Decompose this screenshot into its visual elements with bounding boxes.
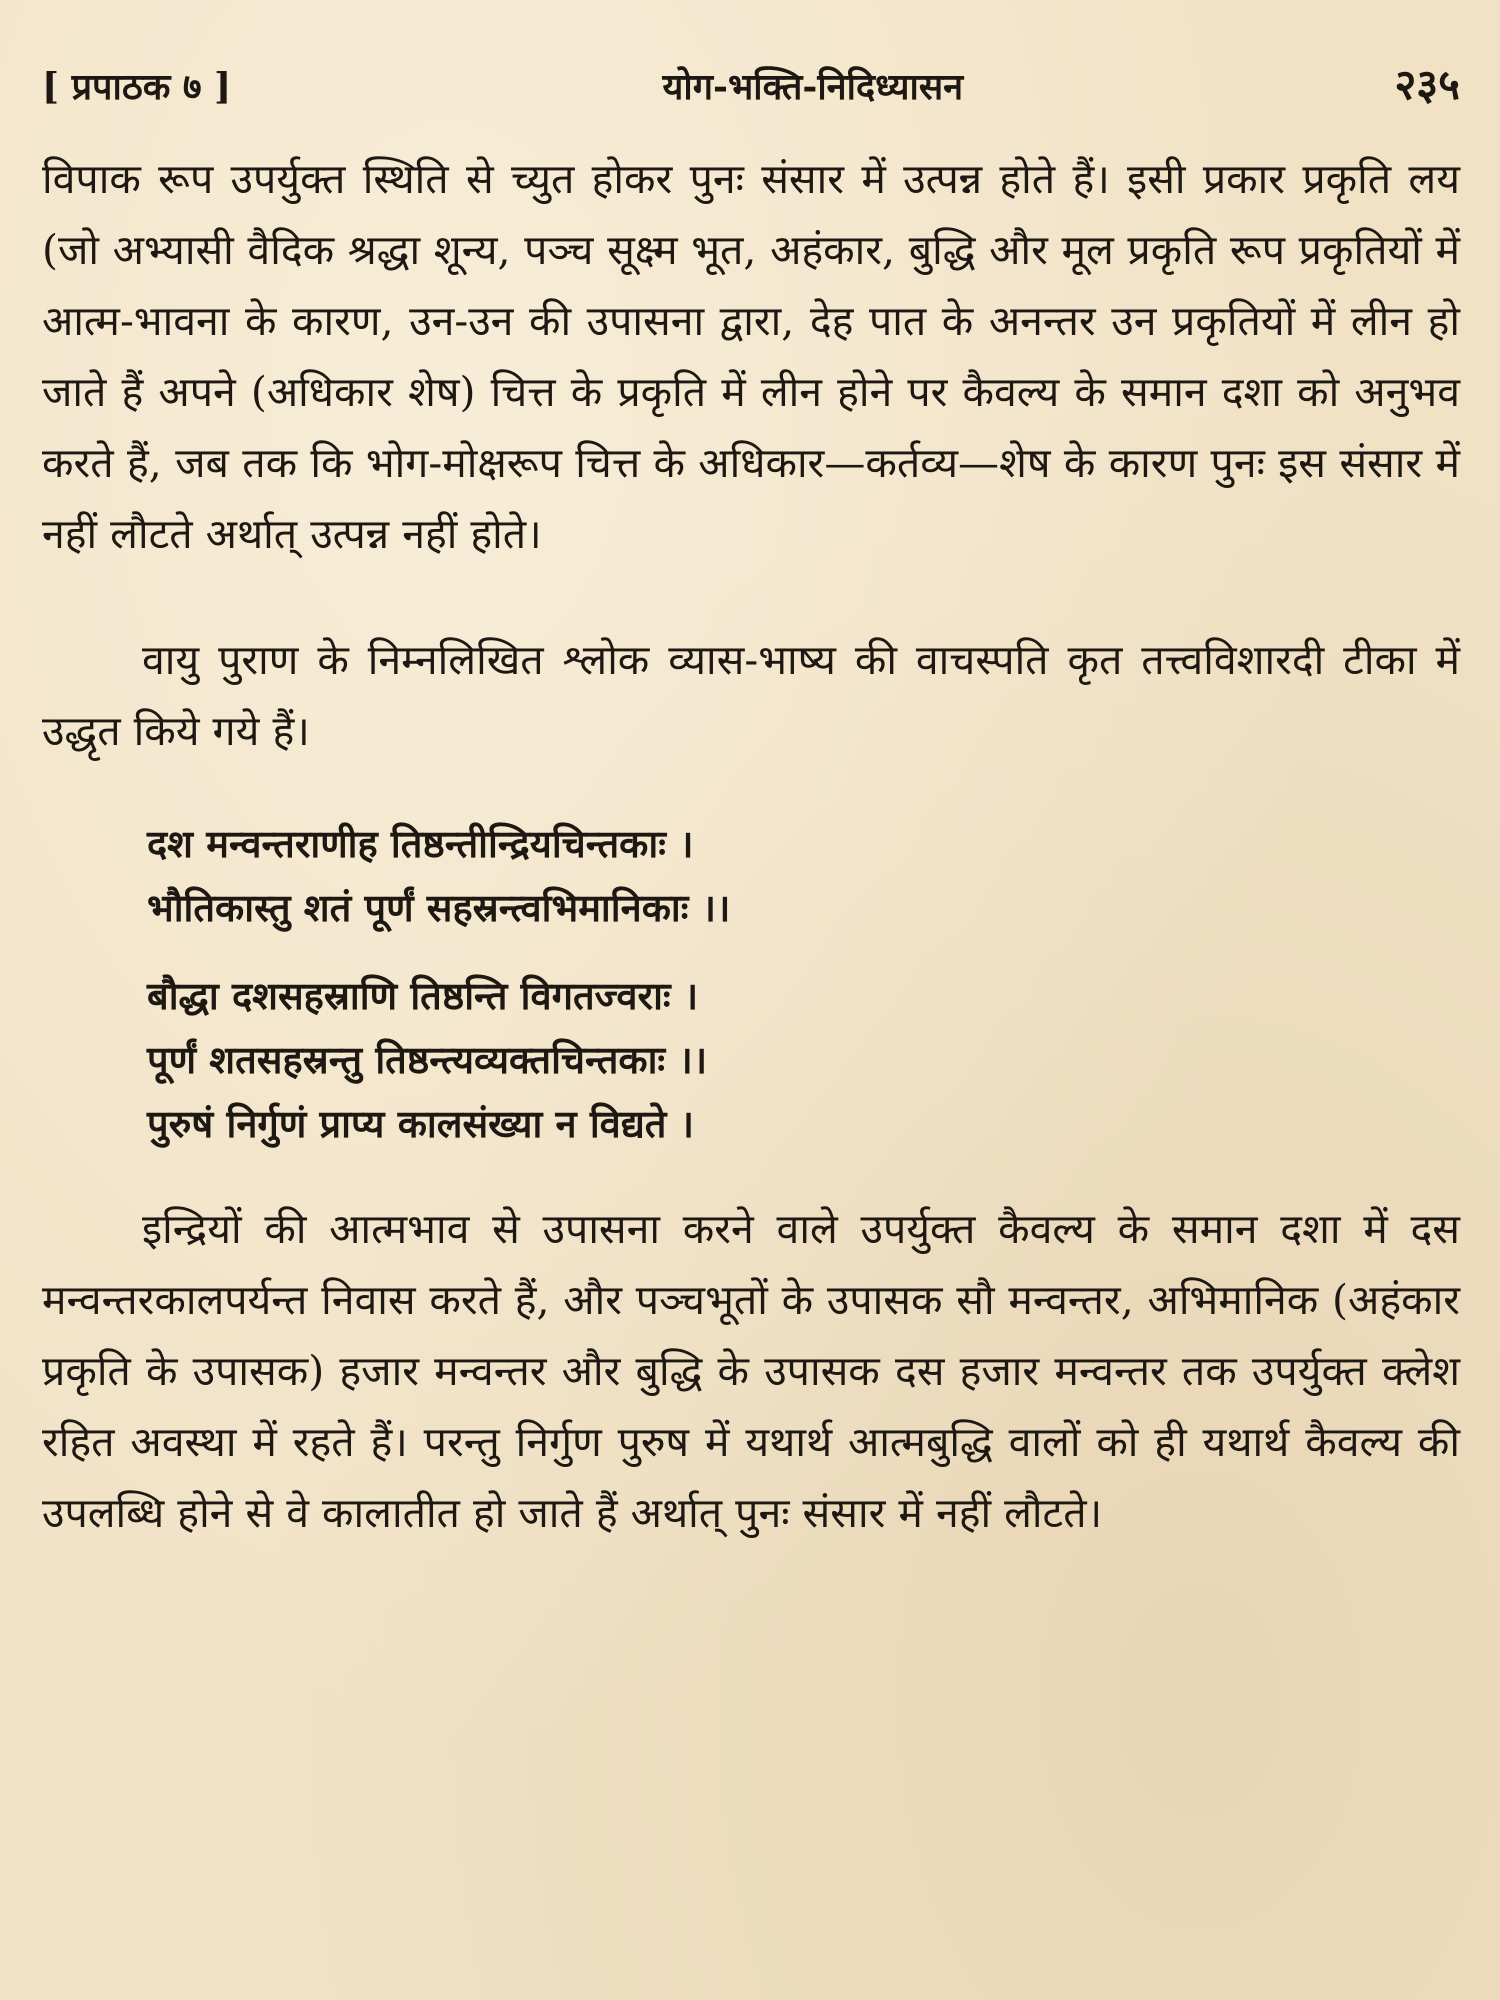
page-title: योग-भक्ति-निदिध्यासन [662,66,964,108]
verse-line-1: दश मन्वन्तराणीह तिष्ठन्तीन्द्रियचिन्तकाः । [147,821,694,866]
chapter-label: [ प्रपाठक ७ ] [42,66,232,108]
body-paragraph-1: विपाक रूप उपर्युक्त स्थिति से च्युत होकर पुनः संसार में उत्पन्न होते हैं। इसी प्रकार प्रकृति लय (जो अभ्यासी वैदिक श्रद्धा शून्य, पञ्च सूक्ष्म भूत, अहंकार, बुद्धि और मूल प्रकृति रूप प्रकृतियों में आत्म-भावना के कारण, उन-उन की उपासना द्वारा, देह पात के अनन्तर उन प्रकृतियों में लीन हो जाते हैं अपने (अधिकार शेष) चित्त के प्रकृति में लीन होने पर कैवल्य के समान दशा को अनुभव करते हैं, जब तक कि भोग-मोक्षरूप चित्त के अधिकार—कर्तव्य—शेष के कारण पुनः इस संसार में नहीं लौटते अर्थात् उत्पन्न नहीं होते। [42,155,1460,558]
body-paragraph-2: वायु पुराण के निम्नलिखित श्लोक व्यास-भाष्य की वाचस्पति कृत तत्त्वविशारदी टीका में उद्धृत किये गये हैं। [42,636,1460,755]
verse-line-5: पुरुषं निर्गुणं प्राप्य कालसंख्या न विद्यते । [147,1101,695,1146]
sanskrit-verse-block [42,812,1460,1156]
verse-couplet-1 [147,812,1460,940]
verse-line-2: भौतिकास्तु शतं पूर्णं सहस्रन्त्वभिमानिकाः ।। [147,885,731,930]
page-number: २३५ [1394,60,1460,109]
verse-line-3: बौद्धा दशसहस्राणि तिष्ठन्ति विगतज्वराः । [147,973,699,1018]
verse-line-4: पूर्णं शतसहस्रन्तु तिष्ठन्त्यव्यक्तचिन्तकाः ।। [147,1037,708,1082]
verse-couplet-2 [147,964,1460,1156]
running-header [42,48,1460,122]
body-paragraph-3: इन्द्रियों की आत्मभाव से उपासना करने वाले उपर्युक्त कैवल्य के समान दशा में दस मन्वन्तरकालपर्यन्त निवास करते हैं, और पञ्चभूतों के उपासक सौ मन्वन्तर, अभिमानिक (अहंकार प्रकृति के उपासक) हजार मन्वन्तर और बुद्धि के उपासक दस हजार मन्वन्तर तक उपर्युक्त क्लेश रहित अवस्था में रहते हैं। परन्तु निर्गुण पुरुष में यथार्थ आत्मबुद्धि वालों को ही यथार्थ कैवल्य की उपलब्धि होने से वे कालातीत हो जाते हैं अर्थात् पुनः संसार में नहीं लौटते। [42,1205,1460,1537]
